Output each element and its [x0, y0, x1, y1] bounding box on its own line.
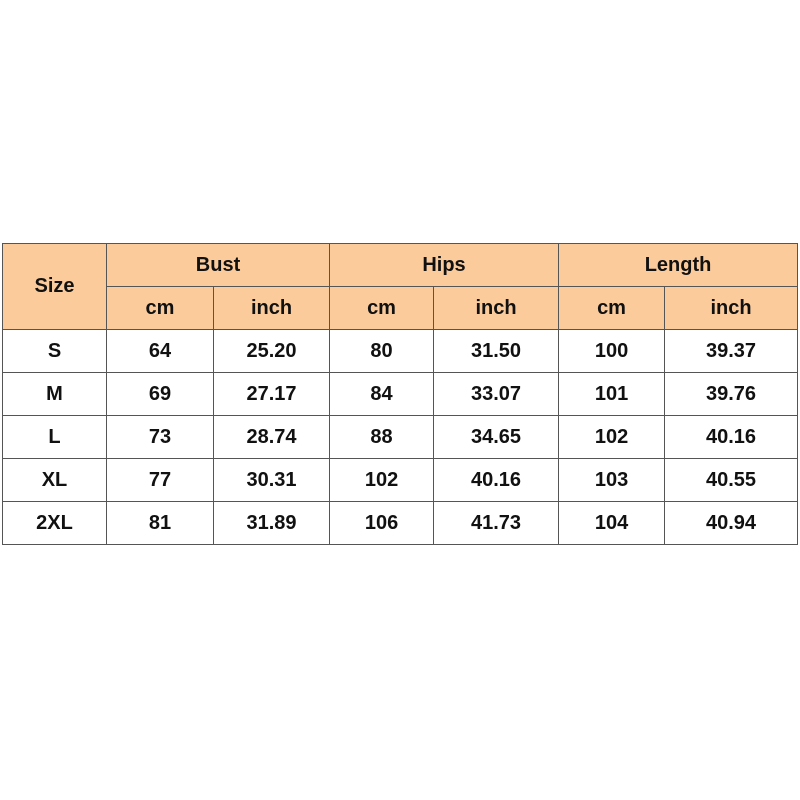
hips-inch-cell: 34.65	[434, 416, 559, 459]
hips-cm-cell: 106	[330, 502, 434, 545]
hips-inch-cell: 40.16	[434, 459, 559, 502]
header-row-units	[3, 287, 798, 330]
table-row	[3, 416, 798, 459]
length-inch-cell: 40.94	[665, 502, 798, 545]
size-cell: L	[3, 416, 107, 459]
table-header	[3, 244, 798, 330]
bust-inch-cell: 27.17	[214, 373, 330, 416]
size-chart-table	[2, 243, 798, 545]
bust-inch-cell: 28.74	[214, 416, 330, 459]
table-row	[3, 502, 798, 545]
table-body	[3, 330, 798, 545]
hips-cm-cell: 102	[330, 459, 434, 502]
length-cm-cell: 104	[559, 502, 665, 545]
length-cm-cell: 102	[559, 416, 665, 459]
unit-header: cm	[330, 287, 434, 330]
bust-inch-cell: 25.20	[214, 330, 330, 373]
bust-inch-cell: 31.89	[214, 502, 330, 545]
hips-inch-cell: 41.73	[434, 502, 559, 545]
length-inch-cell: 39.37	[665, 330, 798, 373]
length-inch-cell: 39.76	[665, 373, 798, 416]
hips-cm-cell: 80	[330, 330, 434, 373]
bust-cm-cell: 73	[107, 416, 214, 459]
bust-group-header: Bust	[107, 244, 330, 287]
size-cell: S	[3, 330, 107, 373]
hips-cm-cell: 84	[330, 373, 434, 416]
table-row	[3, 330, 798, 373]
length-group-header: Length	[559, 244, 798, 287]
hips-group-header: Hips	[330, 244, 559, 287]
unit-header: cm	[559, 287, 665, 330]
hips-cm-cell: 88	[330, 416, 434, 459]
unit-header: inch	[214, 287, 330, 330]
length-cm-cell: 103	[559, 459, 665, 502]
length-cm-cell: 100	[559, 330, 665, 373]
length-inch-cell: 40.55	[665, 459, 798, 502]
bust-cm-cell: 81	[107, 502, 214, 545]
size-cell: XL	[3, 459, 107, 502]
bust-cm-cell: 64	[107, 330, 214, 373]
table-row	[3, 373, 798, 416]
header-row-groups	[3, 244, 798, 287]
unit-header: inch	[665, 287, 798, 330]
bust-cm-cell: 69	[107, 373, 214, 416]
size-column-header: Size	[3, 244, 107, 330]
length-inch-cell: 40.16	[665, 416, 798, 459]
bust-inch-cell: 30.31	[214, 459, 330, 502]
size-cell: M	[3, 373, 107, 416]
table-row	[3, 459, 798, 502]
length-cm-cell: 101	[559, 373, 665, 416]
unit-header: inch	[434, 287, 559, 330]
bust-cm-cell: 77	[107, 459, 214, 502]
hips-inch-cell: 31.50	[434, 330, 559, 373]
hips-inch-cell: 33.07	[434, 373, 559, 416]
size-cell: 2XL	[3, 502, 107, 545]
unit-header: cm	[107, 287, 214, 330]
